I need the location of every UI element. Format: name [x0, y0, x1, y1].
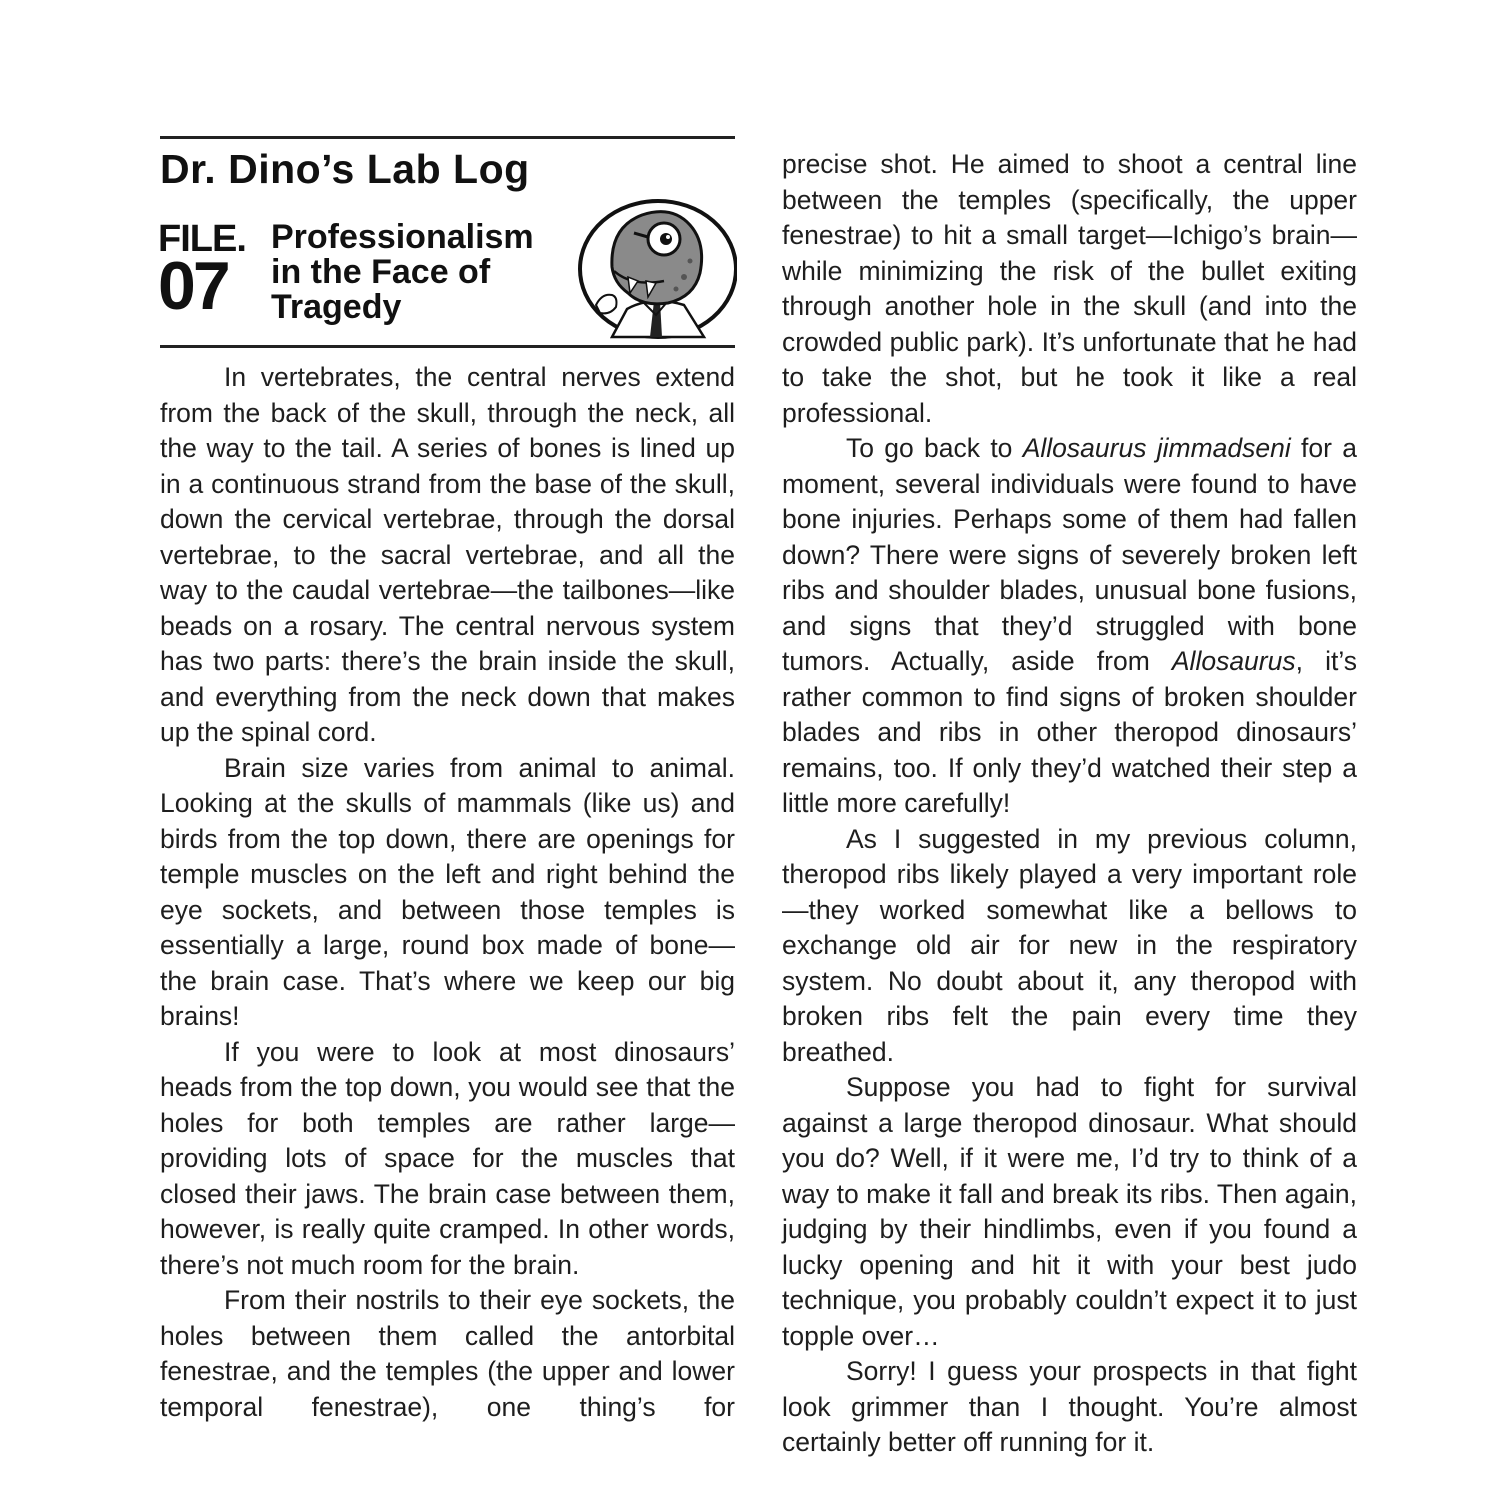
paragraph-text: for a moment, several individuals were found to have bone injuries. Perhaps some of them had fallen down? There were signs of severely broken left ribs and shoulder blades, unusual bone fusions, and signs that they’d struggled with bone tumors. Actually, aside from: [782, 433, 1358, 676]
paragraph: If you were to look at most dinosaurs’ heads from the top down, you would see that the holes for both temples are rather large—providing lots of space for the muscles that closed their jaws. The brain case between them, however, is really quite cramped. In other words, there’s not much room for the brain.: [160, 1036, 735, 1280]
paragraph: Suppose you had to fight for survival against a large theropod dinosaur. What should you do? Well, if it were me, I’d try to think of a way to make it fall and break its ribs. Then again, judging by their hindlimbs, even if you found a lucky opening and hit it with your best judo technique, you probably couldn’t expect it to just topple over…: [782, 1072, 1357, 1351]
header-bottom-rule: [160, 345, 735, 348]
article-title-line: in the Face of: [271, 253, 491, 291]
species-name: Allosaurus jimmadseni: [1022, 433, 1291, 463]
paragraph: Brain size varies from animal to animal. Looking at the skulls of mammals (like us) and birds from the top down, there are openings for temple muscles on the left and right behind the eye sockets, and between those temples is essentially a large, round box made of bone—the brain case. That’s where we keep our big brains!: [160, 752, 735, 1031]
paragraph: [782, 431, 1357, 822]
article-title-line: Professionalism: [271, 218, 534, 256]
article-title-line: Tragedy: [271, 288, 402, 326]
paragraph: In vertebrates, the central nerves extend from the back of the skull, through the neck, all the way to the tail. A series of bones is lined up in a continuous strand from the base of the skull, down the cervical vertebrae, through the dorsal vertebrae, to the sacral vertebrae, and all the way to the caudal vertebrae—the tailbones—like beads on a rosary. The central nervous system has two parts: there’s the brain inside the skull, and everything from the neck down that makes up the spinal cord.: [160, 362, 735, 747]
header-top-rule: [160, 136, 735, 139]
dinosaur-scientist-mascot-icon: [572, 197, 737, 342]
file-number: 07: [158, 248, 228, 324]
paragraph-text: , it’s rather common to find signs of broken shoulder blades and ribs in other theropod dinosaurs’ remains, too. If only they’d watched their step a little more carefully!: [782, 646, 1357, 818]
paragraph: From their nostrils to their eye sockets, the holes between them called the antorbital fenestrae, and the temples (the upper and lower temporal fenestrae), one thing’s for: [160, 1285, 735, 1422]
paragraph: As I suggested in my previous column, theropod ribs likely played a very important role—they worked somewhat like a bellows to exchange old air for new in the respiratory system. No doubt about it, any theropod with broken ribs felt the pain every time they breathed.: [782, 823, 1357, 1067]
genus-name: Allosaurus: [1171, 646, 1296, 676]
left-column-text: [160, 360, 735, 1425]
column-title: Dr. Dino’s Lab Log: [160, 146, 530, 192]
article-title: [271, 220, 571, 325]
paragraph: Sorry! I guess your prospects in that fight look grimmer than I thought. You’re almost certainly better off running for it.: [782, 1356, 1357, 1457]
paragraph: precise shot. He aimed to shoot a central line between the temples (specifically, the upper fenestrae) to hit a small target—Ichigo’s brain—while minimizing the risk of the bullet exiting through another hole in the skull (and into the crowded public park). It’s unfortunate that he had to take the shot, but he took it like a real professional.: [782, 149, 1357, 428]
paragraph-text: To go back to: [846, 433, 1023, 463]
file-label: [158, 218, 258, 324]
right-column-text: [782, 147, 1357, 1461]
file-word: FILE.: [158, 218, 246, 260]
